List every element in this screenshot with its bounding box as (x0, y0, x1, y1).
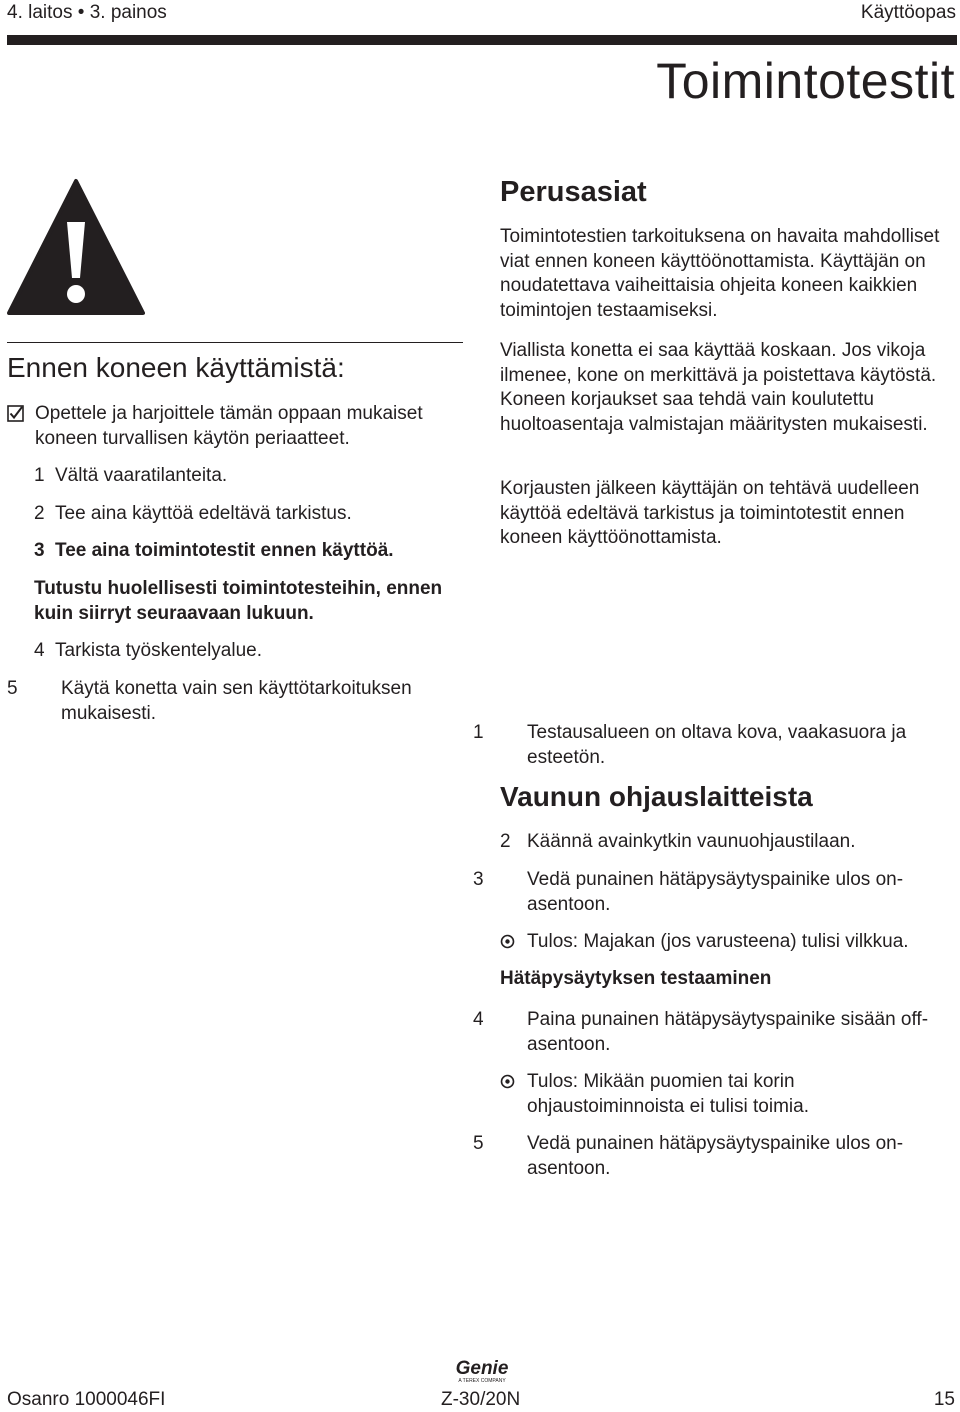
basics-title: Perusasiat (500, 176, 647, 208)
basics-paragraph-2: Viallista konetta ei saa käyttää koskaan. Jos vikoja ilmenee, kone on merkittävä ja poistettava käytöstä. Koneen korjaukset saa tehdä vain koulutettu huoltoasentaja valmistajan määritysten mukaisesti. (500, 340, 937, 435)
step-text: Käytä konetta vain sen käyttötarkoituksen mukaisesti. (61, 678, 412, 724)
step-number: 3 (34, 540, 45, 561)
result-bullet-icon (500, 1074, 515, 1089)
right-step-2 (500, 830, 940, 855)
checklist-item (7, 402, 467, 451)
step-text: Käännä avainkytkin vaunuohjaustilaan. (527, 831, 856, 852)
left-step-4 (34, 639, 464, 664)
genie-logo (445, 1358, 519, 1384)
result-2 (500, 1070, 860, 1119)
step-number: 3 (473, 869, 484, 890)
step-number: 2 (500, 831, 511, 852)
result-text: Tulos: Majakan (jos varusteena) tulisi vilkkua. (527, 931, 909, 952)
step-text: Tee aina toimintotestit ennen käyttöä. (55, 540, 394, 561)
step-number: 4 (473, 1009, 484, 1030)
footer-page-number: 15 (933, 1389, 955, 1410)
basics-paragraph-3: Korjausten jälkeen käyttäjän on tehtävä uudelleen käyttöä edeltävä tarkistus ja toimintotestit ennen koneen käyttöönottamista. (500, 478, 920, 548)
step-text: Vedä punainen hätäpysäytyspainike ulos on-asentoon. (527, 1133, 904, 1179)
checkbox-checked-icon (7, 405, 24, 422)
left-step-1 (34, 464, 464, 489)
right-step-3 (473, 868, 927, 917)
checklist-text: Opettele ja harjoittele tämän oppaan mukaiset koneen turvallisen käytön periaatteet. (35, 403, 423, 449)
step-number: 1 (473, 722, 484, 743)
result-1 (500, 930, 945, 955)
step-number: 5 (473, 1133, 484, 1154)
estop-title: Hätäpysäytyksen testaaminen (500, 968, 772, 989)
step-text: Tee aina käyttöä edeltävä tarkistus. (55, 503, 352, 524)
header-edition: 4. laitos • 3. painos (7, 2, 167, 23)
left-note: Tutustu huolellisesti toimintotesteihin, ennen kuin siirryt seuraavaan lukuun. (34, 578, 443, 624)
step-text: Paina punainen hätäpysäytyspainike sisään off-asentoon. (527, 1009, 929, 1055)
basics-paragraph-1: Toimintotestien tarkoituksena on havaita mahdolliset viat ennen koneen käyttöönottamista. Käyttäjän on noudatettava vaiheittaisia ohjeita koneen kaikkien toimintojen testaamiseksi. (500, 226, 940, 321)
step-text: Vältä vaaratilanteita. (55, 465, 228, 486)
right-step-1 (473, 721, 960, 770)
step-text: Tarkista työskentelyalue. (55, 640, 262, 661)
left-step-3 (34, 539, 464, 564)
before-use-title: Ennen koneen käyttämistä: (7, 352, 345, 383)
left-step-2 (34, 502, 464, 527)
footer-part-number: Osanro 1000046FI (7, 1389, 166, 1410)
header-rule (7, 35, 957, 45)
step-text: Vedä punainen hätäpysäytyspainike ulos on-asentoon. (527, 869, 904, 915)
logo-subtext: A TEREX COMPANY (458, 1378, 506, 1384)
step-number: 1 (34, 465, 45, 486)
controls-title: Vaunun ohjauslaitteista (500, 781, 813, 812)
right-step-5 (473, 1132, 927, 1181)
left-step-5 (7, 677, 471, 726)
logo-text: Genie (455, 1358, 509, 1379)
result-bullet-icon (500, 934, 515, 949)
step-text: Testausalueen on oltava kova, vaakasuora ja esteetön. (527, 722, 907, 768)
warning-triangle-icon (7, 178, 145, 316)
left-section-rule (7, 342, 463, 343)
step-number: 4 (34, 640, 45, 661)
right-step-4 (473, 1008, 947, 1057)
page-title: Toimintotestit (656, 53, 955, 109)
result-text: Tulos: Mikään puomien tai korin ohjaustoiminnoista ei tulisi toimia. (527, 1071, 809, 1117)
footer-model: Z-30/20N (441, 1389, 521, 1410)
header-doc-type: Käyttöopas (860, 2, 956, 23)
step-number: 5 (7, 678, 18, 699)
step-number: 2 (34, 503, 45, 524)
